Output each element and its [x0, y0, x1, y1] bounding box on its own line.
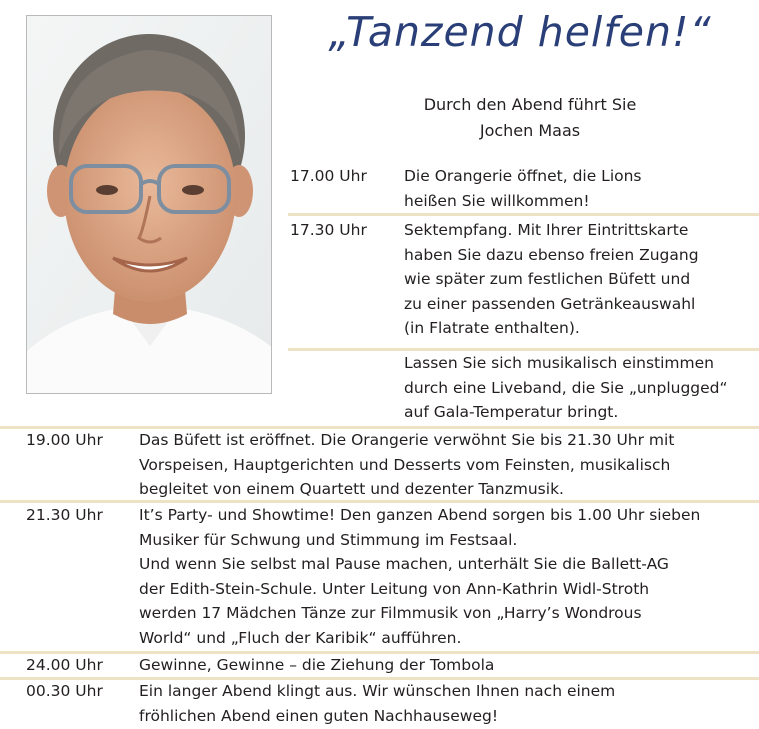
schedule-time: 17.00 Uhr [290, 167, 367, 185]
schedule-line: It’s Party- und Showtime! Den ganzen Abend sorgen bis 1.00 Uhr sieben [139, 506, 701, 524]
schedule-line: zu einer passenden Getränkeauswahl [404, 294, 696, 313]
schedule-line: World“ und „Fluch der Karibik“ aufführen. [139, 628, 462, 647]
schedule-line: durch eine Liveband, die Sie „unplugged“ [404, 378, 728, 397]
schedule-line: Lassen Sie sich musikalisch einstimmen [404, 354, 714, 372]
schedule-line: auf Gala-Temperatur bringt. [404, 403, 619, 421]
schedule-line: der Edith-Stein-Schule. Unter Leitung von Ann-Kathrin Widl-Stroth [139, 579, 650, 598]
schedule-line: heißen Sie willkommen! [404, 191, 590, 210]
host-name: Jochen Maas [479, 121, 581, 140]
schedule-time: 19.00 Uhr [26, 431, 103, 449]
schedule-time: 17.30 Uhr [290, 221, 367, 239]
schedule-line: begleitet von einem Quartett und dezenter Tanzmusik. [139, 480, 564, 498]
portrait-illustration [27, 16, 272, 394]
schedule-line: haben Sie dazu ebenso freien Zugang [404, 245, 699, 264]
portrait-photo [26, 15, 272, 394]
schedule-line: wie später zum festlichen Büfett und [404, 270, 691, 288]
schedule-time: 24.00 Uhr [26, 656, 103, 674]
schedule-description [404, 164, 642, 213]
schedule-time: 00.30 Uhr [26, 682, 103, 700]
host-intro: Durch den Abend führt Sie [423, 95, 637, 114]
schedule-line: Musiker für Schwung und Stimmung im Festsaal. [139, 530, 518, 549]
schedule-description [139, 653, 494, 678]
schedule-line: werden 17 Mädchen Tänze zur Filmmusik von „Harry’s Wondrous [139, 604, 642, 622]
page-title: „Tanzend helfen!“ [328, 8, 712, 56]
schedule-description [139, 679, 615, 728]
schedule-line: (in Flatrate enthalten). [404, 319, 580, 337]
schedule-line: Sektempfang. Mit Ihrer Eintrittskarte [404, 221, 689, 239]
schedule-divider [288, 213, 759, 216]
schedule-description [139, 428, 674, 502]
schedule-description [404, 218, 699, 341]
schedule-line: Ein langer Abend klingt aus. Wir wünschen Ihnen nach einem [139, 682, 616, 700]
schedule-time: 21.30 Uhr [26, 506, 103, 524]
schedule-description [404, 351, 728, 425]
schedule-line: Gewinne, Gewinne – die Ziehung der Tombola [139, 656, 495, 674]
schedule-line: Die Orangerie öffnet, die Lions [404, 167, 642, 185]
schedule-line: Vorspeisen, Hauptgerichten und Desserts vom Feinsten, musikalisch [139, 455, 671, 474]
schedule-line: Das Büfett ist eröffnet. Die Orangerie verwöhnt Sie bis 21.30 Uhr mit [139, 431, 675, 449]
schedule-line: fröhlichen Abend einen guten Nachhauseweg! [139, 706, 499, 725]
schedule-line: Und wenn Sie selbst mal Pause machen, unterhält Sie die Ballett-AG [139, 555, 669, 573]
schedule-description [139, 503, 700, 650]
